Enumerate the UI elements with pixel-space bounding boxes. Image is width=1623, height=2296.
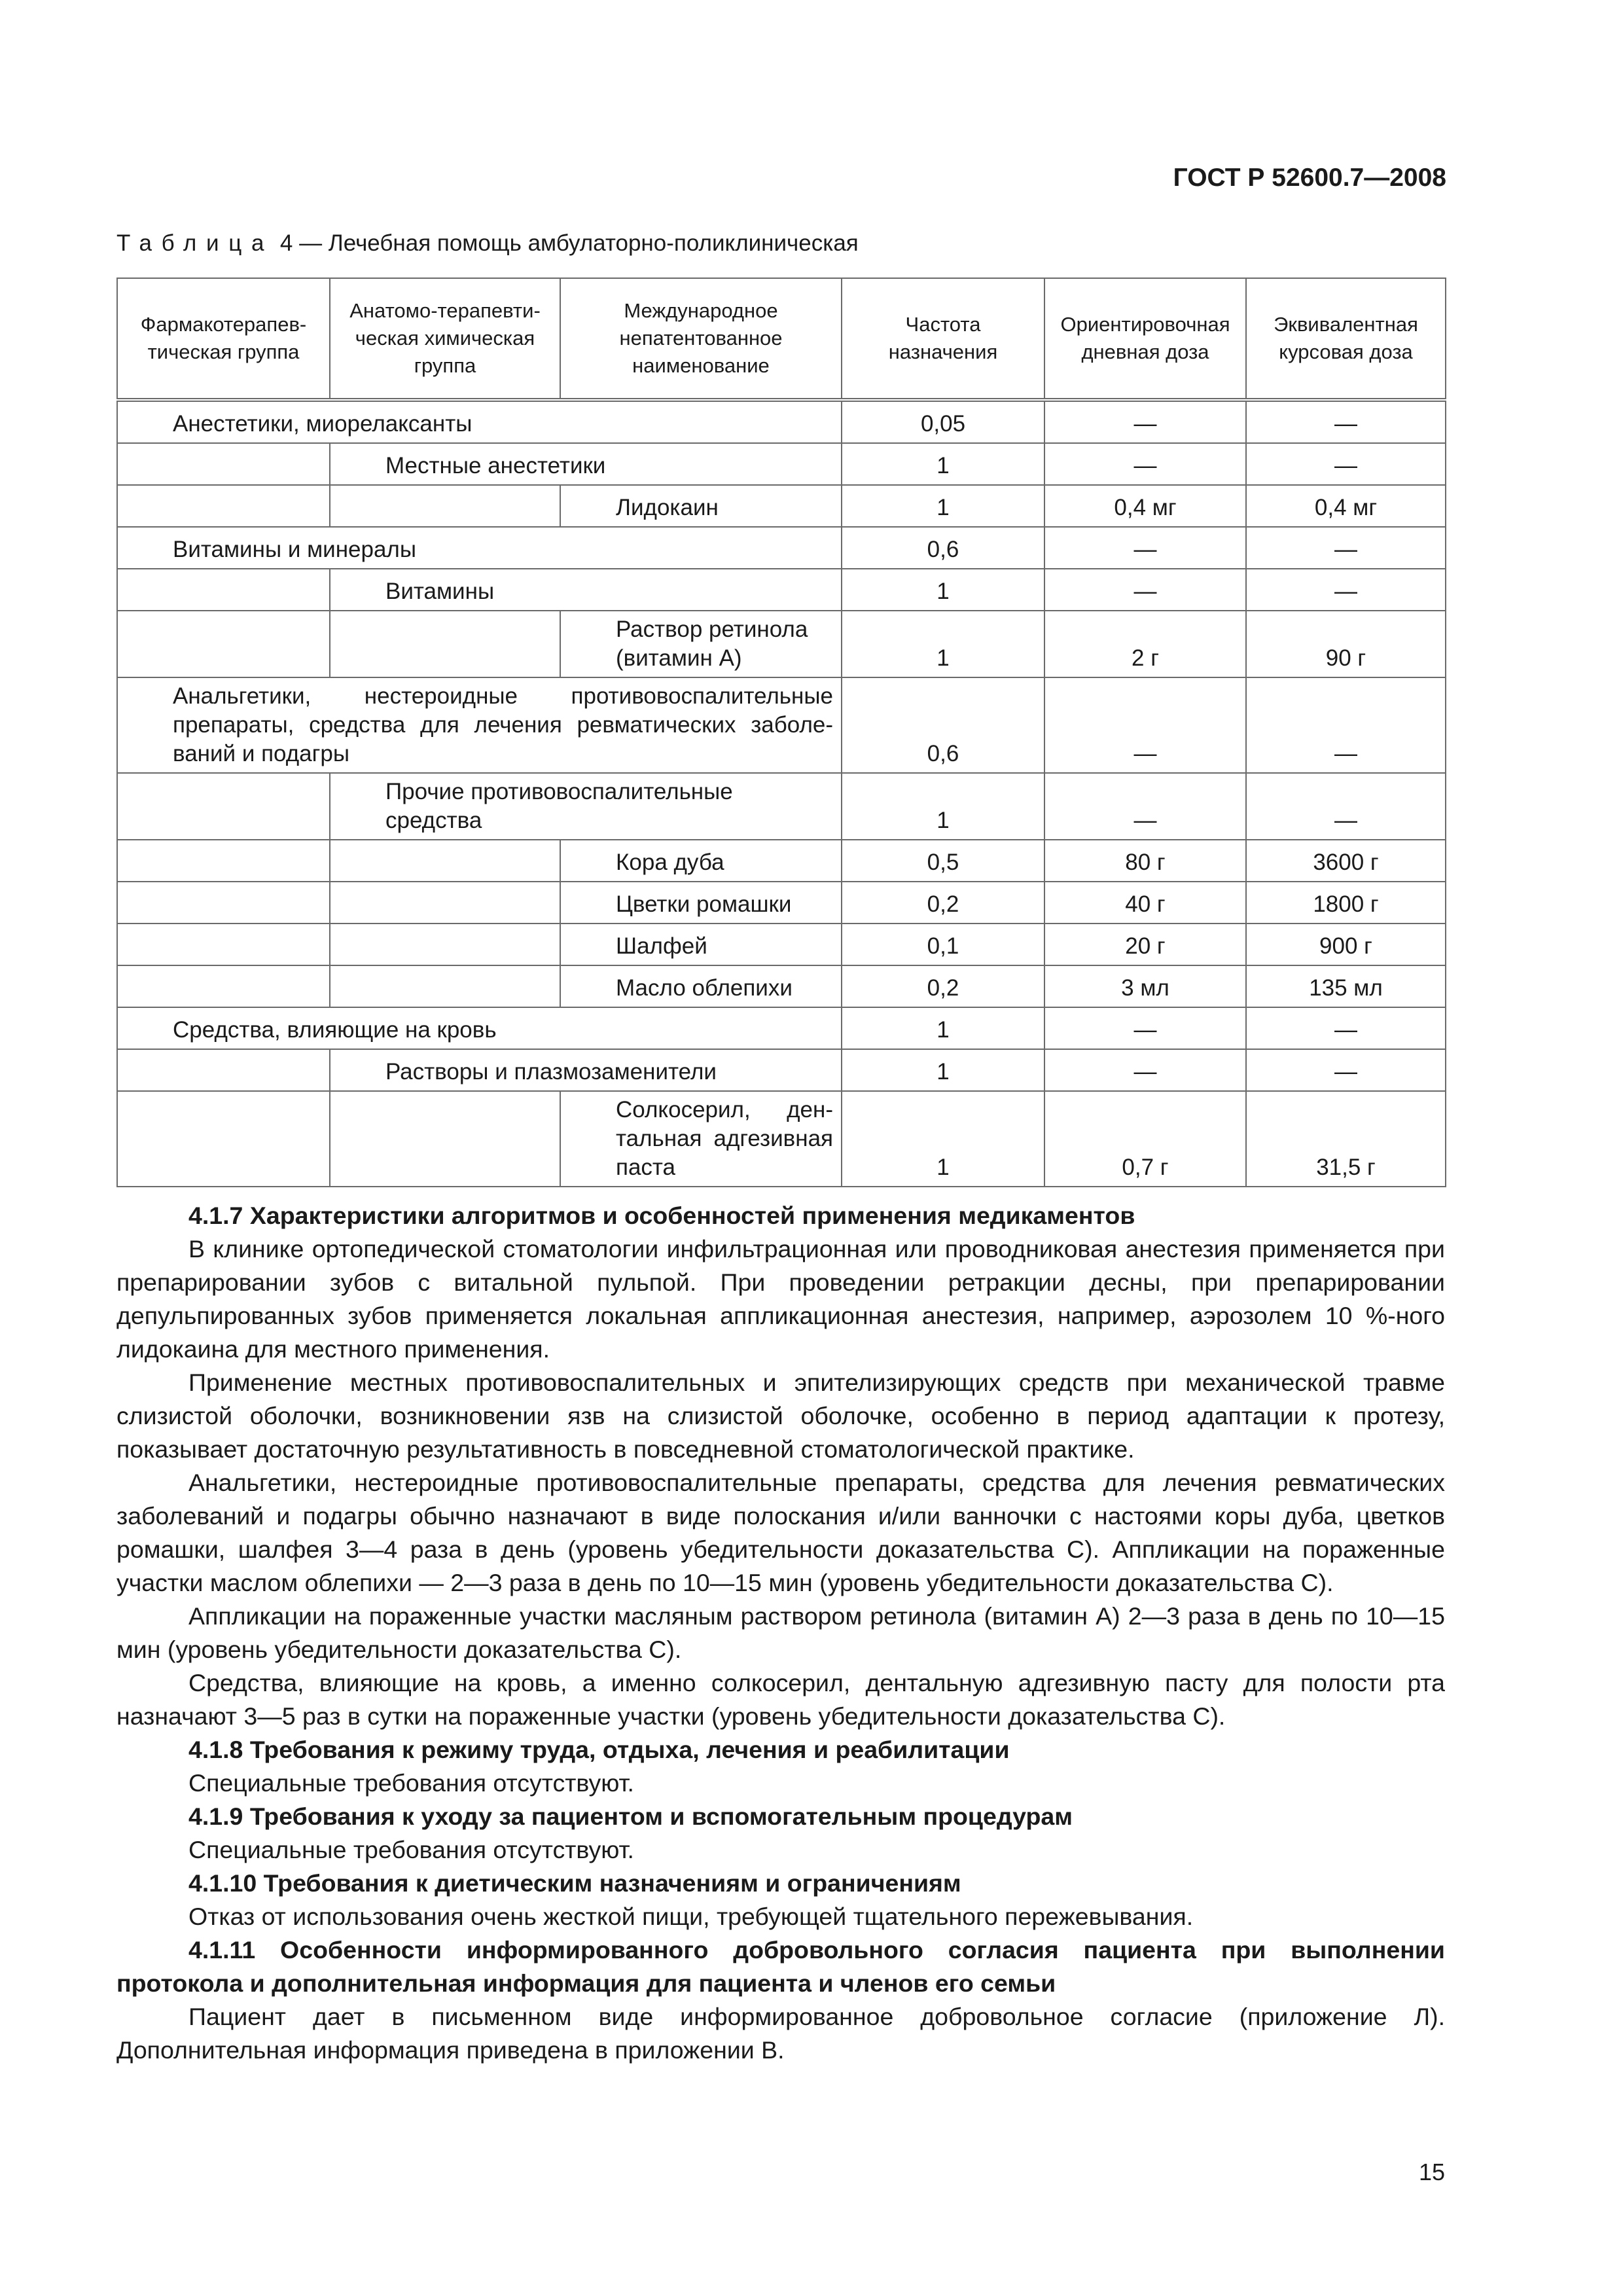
paragraph: Применение местных противовоспалительных и эпителизирующих средств при механической травме слизистой оболочки, возникновении язв на слизистой оболочке, особенно в период адаптации к протезу, показывает достаточную результативность в повседневной стоматологической практике. — [116, 1369, 1445, 1463]
table-row — [117, 527, 1446, 569]
table-row — [117, 840, 1446, 882]
table-row — [117, 924, 1446, 965]
group-name-cell: Средства, влияющие на кровь — [117, 1007, 842, 1049]
drug-name-cell: Цветки ромашки — [560, 882, 842, 924]
column-header: Анатомо-терапевти-ческая химическая группа — [330, 278, 560, 400]
group-name-cell: Анальгетики, нестероидные противовоспалительные препараты, средства для лечения ревматических заболе-ваний и подагры — [117, 677, 842, 773]
table-cell-empty — [330, 1091, 560, 1187]
table-row — [117, 485, 1446, 527]
section-heading: 4.1.7 Характеристики алгоритмов и особенностей применения медикаментов — [188, 1202, 1135, 1229]
table-cell-empty — [117, 443, 330, 485]
table-cell-empty — [117, 485, 330, 527]
daily-dose-cell: 0,7 г — [1044, 1091, 1246, 1187]
daily-dose-cell: — — [1044, 569, 1246, 611]
table-row — [117, 443, 1446, 485]
frequency-cell: 0,5 — [842, 840, 1044, 882]
frequency-cell: 1 — [842, 611, 1044, 677]
paragraph: Специальные требования отсутствуют. — [188, 1769, 634, 1797]
paragraph: В клинике ортопедической стоматологии инфильтрационная или проводниковая анестезия применяется при препарировании зубов с витальной пульпой. При проведении ретракции десны, при препарировании депульпированных зубов применяется локальная аппликационная анестезия, например, аэрозолем 10 %-ного лидокаина для местного применения. — [116, 1235, 1445, 1363]
table-caption-prefix: Таблица — [116, 230, 274, 256]
course-dose-cell: — — [1246, 773, 1446, 840]
table-row — [117, 1007, 1446, 1049]
daily-dose-cell: 3 мл — [1044, 965, 1246, 1007]
column-header: Частота назначения — [842, 278, 1044, 400]
table-header-row — [117, 278, 1446, 400]
daily-dose-cell: 0,4 мг — [1044, 485, 1246, 527]
table-row — [117, 1091, 1446, 1187]
section-heading: 4.1.8 Требования к режиму труда, отдыха, лечения и реабилитации — [188, 1736, 1010, 1763]
course-dose-cell: 31,5 г — [1246, 1091, 1446, 1187]
table-cell-empty — [117, 840, 330, 882]
table-cell-empty — [117, 924, 330, 965]
table-cell-empty — [330, 485, 560, 527]
daily-dose-cell: — — [1044, 1049, 1246, 1091]
course-dose-cell: — — [1246, 527, 1446, 569]
paragraph: Аппликации на пораженные участки масляным раствором ретинола (витамин А) 2—3 раза в день по 10—15 мин (уровень убедительности доказательства С). — [116, 1602, 1445, 1663]
drug-name-cell: Шалфей — [560, 924, 842, 965]
course-dose-cell: — — [1246, 677, 1446, 773]
column-header: Ориентировочная дневная доза — [1044, 278, 1246, 400]
daily-dose-cell: — — [1044, 527, 1246, 569]
paragraph: Средства, влияющие на кровь, а именно солкосерил, дентальную адгезивную пасту для полости рта назначают 3—5 раз в сутки на пораженные участки (уровень убедительности доказательства С). — [116, 1669, 1445, 1730]
section-heading: 4.1.10 Требования к диетическим назначениям и ограничениям — [188, 1869, 961, 1897]
daily-dose-cell: 40 г — [1044, 882, 1246, 924]
table-caption — [116, 230, 859, 257]
table-row — [117, 611, 1446, 677]
table-row — [117, 569, 1446, 611]
paragraph: Пациент дает в письменном виде информированное добровольное согласие (приложение Л). Дополнительная информация приведена в приложении В. — [116, 2003, 1445, 2064]
frequency-cell: 0,05 — [842, 400, 1044, 443]
table-cell-empty — [117, 611, 330, 677]
course-dose-cell: 135 мл — [1246, 965, 1446, 1007]
table-body — [117, 400, 1446, 1187]
body-text — [116, 1199, 1445, 2067]
group-name-cell: Анестетики, миорелаксанты — [117, 400, 842, 443]
table-row — [117, 400, 1446, 443]
frequency-cell: 1 — [842, 1049, 1044, 1091]
frequency-cell: 1 — [842, 443, 1044, 485]
course-dose-cell: 90 г — [1246, 611, 1446, 677]
table-cell-empty — [117, 1091, 330, 1187]
course-dose-cell: 0,4 мг — [1246, 485, 1446, 527]
table-caption-number: 4 — [279, 230, 293, 256]
course-dose-cell: 900 г — [1246, 924, 1446, 965]
table-cell-empty — [117, 1049, 330, 1091]
daily-dose-cell: — — [1044, 1007, 1246, 1049]
daily-dose-cell: 2 г — [1044, 611, 1246, 677]
drug-name-cell: Масло облепихи — [560, 965, 842, 1007]
drug-name-cell: Раствор ретинола (витамин А) — [560, 611, 842, 677]
drug-name-cell: Кора дуба — [560, 840, 842, 882]
column-header: Фармакотерапев-тическая группа — [117, 278, 330, 400]
table-row — [117, 965, 1446, 1007]
column-header: Международное непатентованное наименование — [560, 278, 842, 400]
subgroup-name-cell: Витамины — [330, 569, 842, 611]
table-caption-title: — Лечебная помощь амбулаторно-поликлиническая — [293, 230, 859, 256]
column-header: Эквивалентная курсовая доза — [1246, 278, 1446, 400]
table-row — [117, 1049, 1446, 1091]
table-row — [117, 677, 1446, 773]
drug-name-cell: Солкосерил, ден-тальная адгезивная паста — [560, 1091, 842, 1187]
table-cell-empty — [330, 924, 560, 965]
paragraph: Специальные требования отсутствуют. — [188, 1836, 634, 1863]
table-row — [117, 773, 1446, 840]
drug-name-cell: Лидокаин — [560, 485, 842, 527]
page-number: 15 — [1418, 2159, 1445, 2185]
section-heading: 4.1.11 Особенности информированного добровольного согласия пациента при выполнении протокола и дополнительная информация для пациента и членов его семьи — [116, 1936, 1445, 1997]
frequency-cell: 0,2 — [842, 882, 1044, 924]
table-cell-empty — [330, 882, 560, 924]
daily-dose-cell: — — [1044, 443, 1246, 485]
table-cell-empty — [330, 840, 560, 882]
subgroup-name-cell: Местные анестетики — [330, 443, 842, 485]
course-dose-cell: — — [1246, 1007, 1446, 1049]
frequency-cell: 1 — [842, 485, 1044, 527]
table-cell-empty — [117, 882, 330, 924]
table-cell-empty — [117, 569, 330, 611]
paragraph: Отказ от использования очень жесткой пищи, требующей тщательного пережевывания. — [188, 1903, 1194, 1930]
course-dose-cell: — — [1246, 443, 1446, 485]
medication-table-wrapper — [116, 278, 1445, 1187]
frequency-cell: 0,6 — [842, 677, 1044, 773]
paragraph: Анальгетики, нестероидные противовоспалительные препараты, средства для лечения ревматических заболеваний и подагры обычно назначают в виде полоскания и/или ванночки с настоями коры дуба, цветков ромашки, шалфея 3—4 раза в день (уровень убедительности доказательства С). Аппликации на пораженные участки маслом облепихи — 2—3 раза в день по 10—15 мин (уровень убедительности доказательства С). — [116, 1469, 1445, 1596]
table-cell-empty — [117, 773, 330, 840]
table-cell-empty — [330, 611, 560, 677]
course-dose-cell: — — [1246, 1049, 1446, 1091]
subgroup-name-cell: Растворы и плазмозаменители — [330, 1049, 842, 1091]
subgroup-name-cell: Прочие противовоспалительные средства — [330, 773, 842, 840]
frequency-cell: 1 — [842, 1091, 1044, 1187]
daily-dose-cell: 20 г — [1044, 924, 1246, 965]
daily-dose-cell: 80 г — [1044, 840, 1246, 882]
course-dose-cell: — — [1246, 569, 1446, 611]
frequency-cell: 0,1 — [842, 924, 1044, 965]
course-dose-cell: — — [1246, 400, 1446, 443]
daily-dose-cell: — — [1044, 400, 1246, 443]
course-dose-cell: 3600 г — [1246, 840, 1446, 882]
section-heading: 4.1.9 Требования к уходу за пациентом и вспомогательным процедурам — [188, 1803, 1073, 1830]
frequency-cell: 1 — [842, 1007, 1044, 1049]
table-cell-empty — [330, 965, 560, 1007]
frequency-cell: 0,2 — [842, 965, 1044, 1007]
medication-table — [116, 278, 1446, 1187]
frequency-cell: 0,6 — [842, 527, 1044, 569]
daily-dose-cell: — — [1044, 677, 1246, 773]
table-cell-empty — [117, 965, 330, 1007]
course-dose-cell: 1800 г — [1246, 882, 1446, 924]
frequency-cell: 1 — [842, 773, 1044, 840]
document-header: ГОСТ Р 52600.7—2008 — [1173, 164, 1446, 192]
daily-dose-cell: — — [1044, 773, 1246, 840]
table-row — [117, 882, 1446, 924]
frequency-cell: 1 — [842, 569, 1044, 611]
group-name-cell: Витамины и минералы — [117, 527, 842, 569]
